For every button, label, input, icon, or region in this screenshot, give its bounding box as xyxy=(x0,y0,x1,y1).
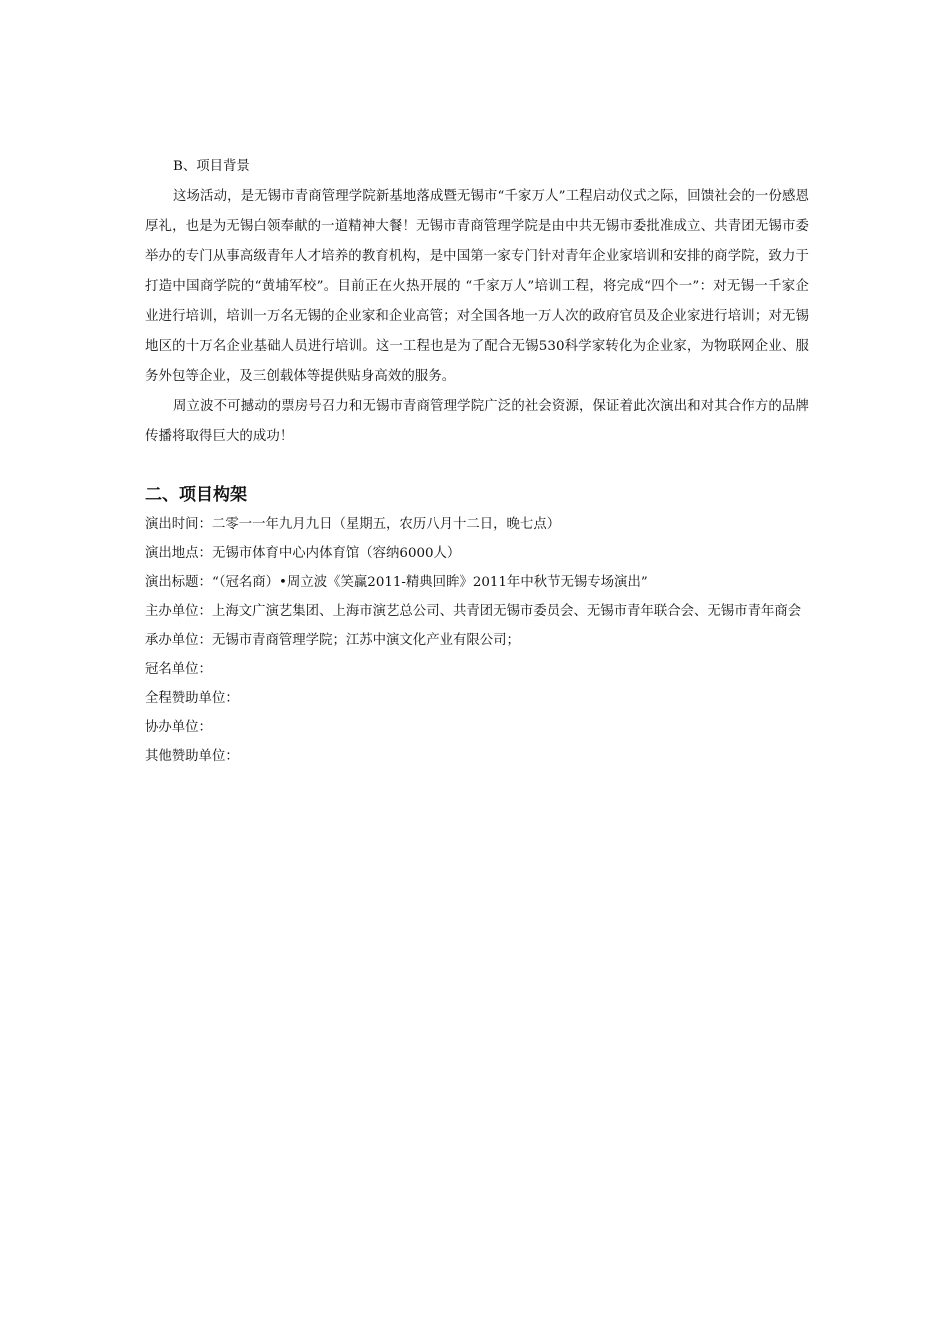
info-row-co-organizer xyxy=(145,713,809,742)
info-label: 其他赞助单位： xyxy=(145,749,239,764)
background-heading: B、项目背景 xyxy=(173,159,250,174)
info-value xyxy=(212,655,809,684)
info-value xyxy=(239,742,809,771)
background-paragraph-1: 这场活动，是无锡市青商管理学院新基地落成暨无锡市“千家万人”工程启动仪式之际，回馈社会的一份感恩厚礼，也是为无锡白领奉献的一道精神大餐！无锡市青商管理学院是由中共无锡市委批准成立、共青团无锡市委举办的专门从事高级青年人才培养的教育机构，是中国第一家专门针对青年企业家培训和安排的商学院，致力于打造中国商学院的“黄埔军校”。目前正在火热开展的 “千家万人”培训工程，将完成“四个一”：对无锡一千家企业进行培训，培训一万名无锡的企业家和企业高管；对全国各地一万人次的政府官员及企业家进行培训；对无锡地区的十万名企业基础人员进行培训。这一工程也是为了配合无锡530科学家转化为企业家，为物联网企业、服务外包等企业，及三创载体等提供贴身高效的服务。 xyxy=(145,189,809,384)
info-row-time xyxy=(145,510,809,539)
info-label: 承办单位： xyxy=(145,633,212,648)
info-row-other-sponsor xyxy=(145,742,809,771)
info-value: 二零一一年九月九日（星期五，农历八月十二日，晚七点） xyxy=(211,517,561,532)
info-row-title xyxy=(145,568,809,597)
info-value: “（冠名商）•周立波《笑赢2011-精典回眸》2011年中秋节无锡专场演出” xyxy=(211,575,648,590)
info-label: 演出标题： xyxy=(145,575,212,590)
info-value xyxy=(212,713,809,742)
info-label: 演出地点： xyxy=(145,546,212,561)
info-label: 主办单位： xyxy=(145,604,212,619)
info-value: 上海文广演艺集团、上海市演艺总公司、共青团无锡市委员会、无锡市青年联合会、无锡市青年商会 xyxy=(211,604,802,619)
info-label: 冠名单位： xyxy=(145,662,212,677)
info-row-organizer xyxy=(145,597,809,626)
info-row-full-sponsor xyxy=(145,684,809,713)
info-label: 演出时间： xyxy=(145,517,212,532)
info-label: 全程赞助单位： xyxy=(145,691,239,706)
info-row-undertaker xyxy=(145,626,809,655)
info-value: 无锡市体育中心内体育馆（容纳6000人） xyxy=(211,546,461,561)
info-value xyxy=(239,684,809,713)
section-title-structure: 二、项目构架 xyxy=(145,485,247,505)
info-value: 无锡市青商管理学院；江苏中演文化产业有限公司； xyxy=(211,633,520,648)
info-row-title-sponsor xyxy=(145,655,809,684)
document-content xyxy=(145,152,809,771)
background-paragraph-2: 周立波不可撼动的票房号召力和无锡市青商管理学院广泛的社会资源，保证着此次演出和对其合作方的品牌传播将取得巨大的成功！ xyxy=(145,399,809,444)
info-label: 协办单位： xyxy=(145,720,212,735)
info-row-venue xyxy=(145,539,809,568)
